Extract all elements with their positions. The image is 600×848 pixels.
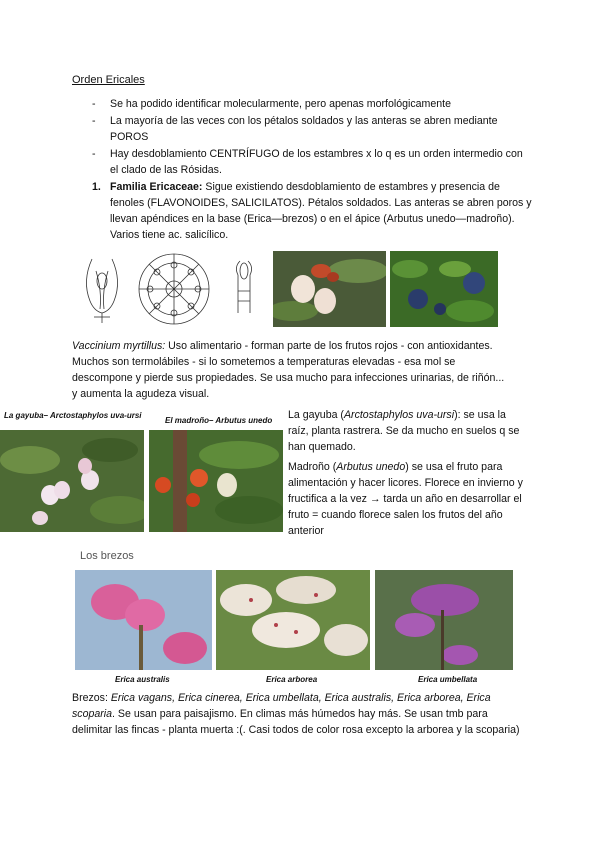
vaccinium-paragraph — [72, 339, 512, 403]
gayuba-photo — [0, 430, 144, 532]
gayuba-text-post: ): se usa la raíz, planta rastrera. Se da mucho en suelos q se han quemado. — [288, 409, 520, 453]
family-number: 1. — [92, 181, 101, 193]
family-text: Sigue existiendo desdoblamiento de estambres y presencia de fenoles (FLAVONOIDES, SALICILATOS). Pétalos soldados. Las anteras se abren poros y llevan apéndices en la base (Erica—brezos) o en el ápice (Arbutus unedo—madroño). Varios tiene ac. salicílico. — [110, 181, 532, 241]
blueberries-photo — [390, 251, 498, 327]
bullet-item: - La mayoría de las veces con los pétalos soldados y las anteras se abren mediante POROS — [92, 114, 532, 146]
gayuba-text-pre: La gayuba ( — [288, 409, 344, 421]
family-name: Familia Ericaceae: — [110, 181, 203, 193]
gayuba-caption: La gayuba– Arctostaphylos uva-ursi — [4, 411, 142, 420]
madrono-caption: El madroño– Arbutus unedo — [165, 416, 273, 425]
bullet-item: - Se ha podido identificar molecularmente, pero apenas morfológicamente — [92, 97, 532, 113]
madrono-text-pre: Madroño ( — [288, 461, 337, 473]
erica-australis-photo — [75, 570, 212, 670]
vaccinium-flowers-photo — [273, 251, 386, 327]
brezos-text-post: . Se usan para paisajismo. En climas más húmedos hay más. Se usan tmb para delimitar las fincas - planta muerta :(. Casi todos de color rosa excepto la arborea y la scoparia) — [72, 707, 520, 736]
erica-umbellata-photo — [375, 570, 513, 670]
brezos-species: Erica vagans, Erica cinerea, Erica umbellata, Erica australis, Erica arborea, Erica scoparia — [72, 692, 491, 720]
vaccinium-species: Vaccinium myrtillus: — [72, 340, 166, 352]
madrono-photo — [149, 430, 283, 532]
bullet-item: - Hay desdoblamiento CENTRÍFUGO de los estambres x lo q es un orden intermedio con el clado de las Rósidas. — [92, 147, 532, 179]
bullet-list — [92, 97, 532, 179]
brezos-paragraph — [72, 691, 522, 739]
gayuba-paragraph — [288, 408, 528, 456]
erica-umbellata-caption: Erica umbellata — [418, 675, 478, 684]
family-paragraph — [92, 180, 532, 244]
erica-arborea-photo — [216, 570, 370, 670]
erica-australis-caption: Erica australis — [115, 675, 170, 684]
flower-diagram-image — [72, 251, 260, 327]
page-title: Orden Ericales — [72, 74, 145, 86]
brezos-text-pre: Brezos: — [72, 692, 111, 704]
family-section — [92, 180, 532, 244]
brezos-heading: Los brezos — [80, 550, 134, 562]
vaccinium-text: Uso alimentario - forman parte de los frutos rojos - con antioxidantes. Muchos son termolábiles - si lo sometemos a temperaturas elevadas - esa mol se descompone y pierde sus propiedades. Se usa mucho para infecciones urinarias, de riñón... y aumenta la agudeza visual. — [72, 340, 505, 400]
madrono-paragraph — [288, 460, 528, 539]
madrono-text-post: ) se usa el fruto para alimentación y hacer licores. Florece en invierno y fructifica a la vez → tarda un año en desarrollar el fruto = cuando florece salen los frutos del año anterior — [288, 461, 523, 537]
madrono-species: Arbutus unedo — [336, 461, 406, 473]
erica-arborea-caption: Erica arborea — [266, 675, 318, 684]
gayuba-species: Arctostaphylos uva-ursi — [343, 409, 455, 421]
